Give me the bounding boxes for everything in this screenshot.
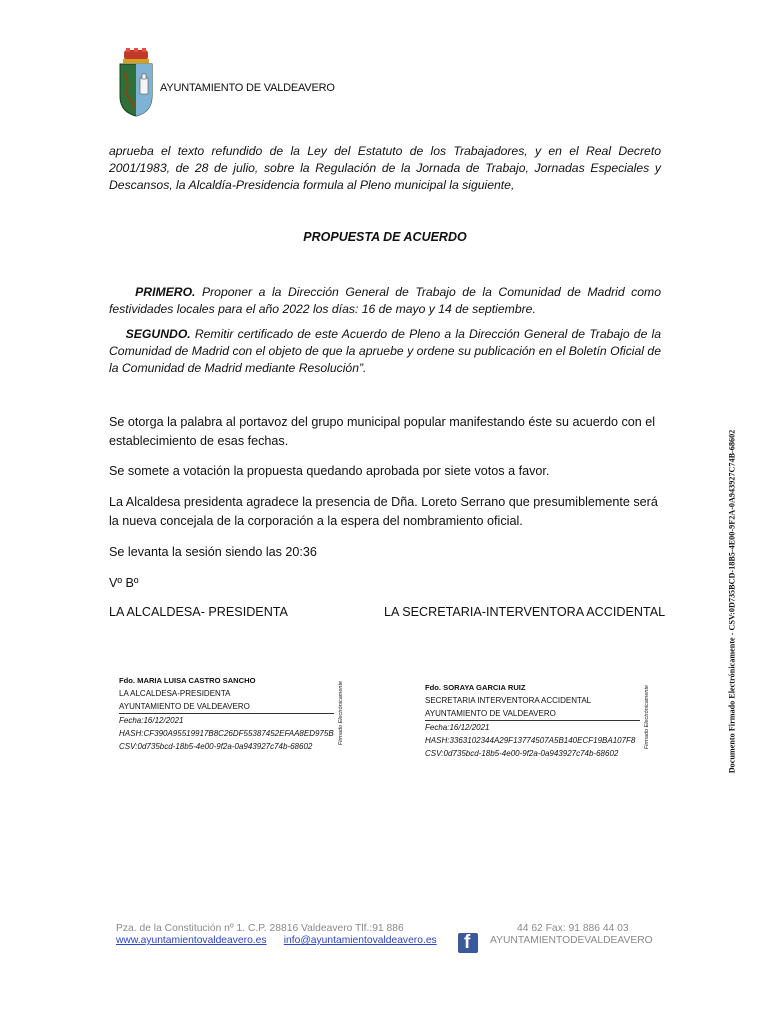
organization-name: AYUNTAMIENTO DE VALDEAVERO (160, 82, 335, 94)
approval-mark: Vº Bº (109, 576, 139, 590)
secretary-signed-stamp: Firmado Electrónicamente (644, 684, 650, 750)
signer-org: AYUNTAMIENTO DE VALDEAVERO (425, 707, 640, 721)
signer-name: Fdo. MARIA LUISA CASTRO SANCHO (119, 676, 256, 685)
intro-paragraph: aprueba el texto refundido de la Ley del Estatuto de los Trabajadores, y en el Real Decreto 2001/1983, de 28 de julio, sobre la Regulación de la Jornada de Trabajo, Jornadas Especiales y Descansos, la Alcaldía-Presidencia formula al Pleno municipal la siguiente, (109, 144, 661, 192)
signer-role: LA ALCALDESA-PRESIDENTA (119, 689, 231, 698)
minutes-paragraph-1: Se otorga la palabra al portavoz del grupo municipal popular manifestando éste su acuerdo con el establecimiento de esas fechas. (109, 415, 656, 448)
secretary-signature-block (425, 681, 640, 760)
facebook-icon[interactable]: f (458, 933, 478, 953)
municipal-coat-of-arms-icon (116, 48, 156, 118)
footer-address: Pza. de la Constitución nº 1. C.P. 28816 Valdeavero Tlf.:91 886 (116, 923, 404, 934)
email-link[interactable]: info@ayuntamientovaldeavero.es (283, 935, 437, 946)
signature-csv: CSV:0d735bcd-18b5-4e00-9f2a-0a943927c74b-68602 (119, 742, 313, 751)
first-resolution-label: PRIMERO. (135, 285, 196, 299)
minutes-paragraph-3: La Alcaldesa presidenta agradece la presencia de Dña. Loreto Serrano que presumiblemente será la nueva concejala de la corporación a la espera del nombramiento oficial. (109, 495, 658, 528)
mayor-signature-block (119, 674, 334, 753)
secretary-title: LA SECRETARIA-INTERVENTORA ACCIDENTAL (384, 605, 666, 619)
second-resolution-text: Remitir certificado de este Acuerdo de Pleno a la Dirección General de Trabajo de la Comunidad de Madrid con el objeto de que la apruebe y ordene su publicación en el Boletín Oficial de la Comunidad de Madrid mediante Resolución”. (109, 327, 662, 375)
minutes-paragraph-4: Se levanta la sesión siendo las 20:36 (109, 545, 317, 559)
mayor-title: LA ALCALDESA- PRESIDENTA (109, 605, 288, 619)
mayor-signed-stamp: Firmado Electrónicamente (338, 680, 344, 746)
second-resolution-label: SEGUNDO. (125, 327, 191, 341)
minutes-paragraph-2: Se somete a votación la propuesta quedando aprobada por siete votos a favor. (109, 464, 550, 478)
signature-date: Fecha:16/12/2021 (425, 723, 490, 732)
facebook-page-name: AYUNTAMIENTODEVALDEAVERO (490, 935, 653, 946)
second-resolution (109, 326, 661, 377)
proposal-heading: PROPUESTA DE ACUERDO (303, 230, 467, 244)
footer-phone-fax: 44 62 Fax: 91 886 44 03 (517, 923, 629, 934)
footer-links (116, 935, 437, 946)
signature-csv: CSV:0d735bcd-18b5-4e00-9f2a-0a943927c74b-68602 (425, 749, 619, 758)
signer-name: Fdo. SORAYA GARCIA RUIZ (425, 683, 526, 692)
signer-role: SECRETARIA INTERVENTORA ACCIDENTAL (425, 696, 592, 705)
signature-hash: HASH:3363102344A29F13774507A5B140ECF19BA107F8 (425, 736, 636, 745)
signature-hash: HASH:CF390A95519917B8C26DF55387452EFAA8ED975B (119, 729, 334, 738)
first-resolution (109, 284, 661, 318)
signer-org: AYUNTAMIENTO DE VALDEAVERO (119, 700, 334, 714)
first-resolution-text: Proponer a la Dirección General de Trabajo de la Comunidad de Madrid como festividades locales para el año 2022 los días: 16 de mayo y 14 de septiembre. (109, 285, 661, 316)
signature-date: Fecha:16/12/2021 (119, 716, 184, 725)
electronic-signature-side-stamp: Documento Firmado Electrónicamente - CSV:0D735BCD-18B5-4E00-9F2A-0A943927C74B-68602 (727, 429, 737, 774)
website-link[interactable]: www.ayuntamientovaldeavero.es (116, 935, 267, 946)
